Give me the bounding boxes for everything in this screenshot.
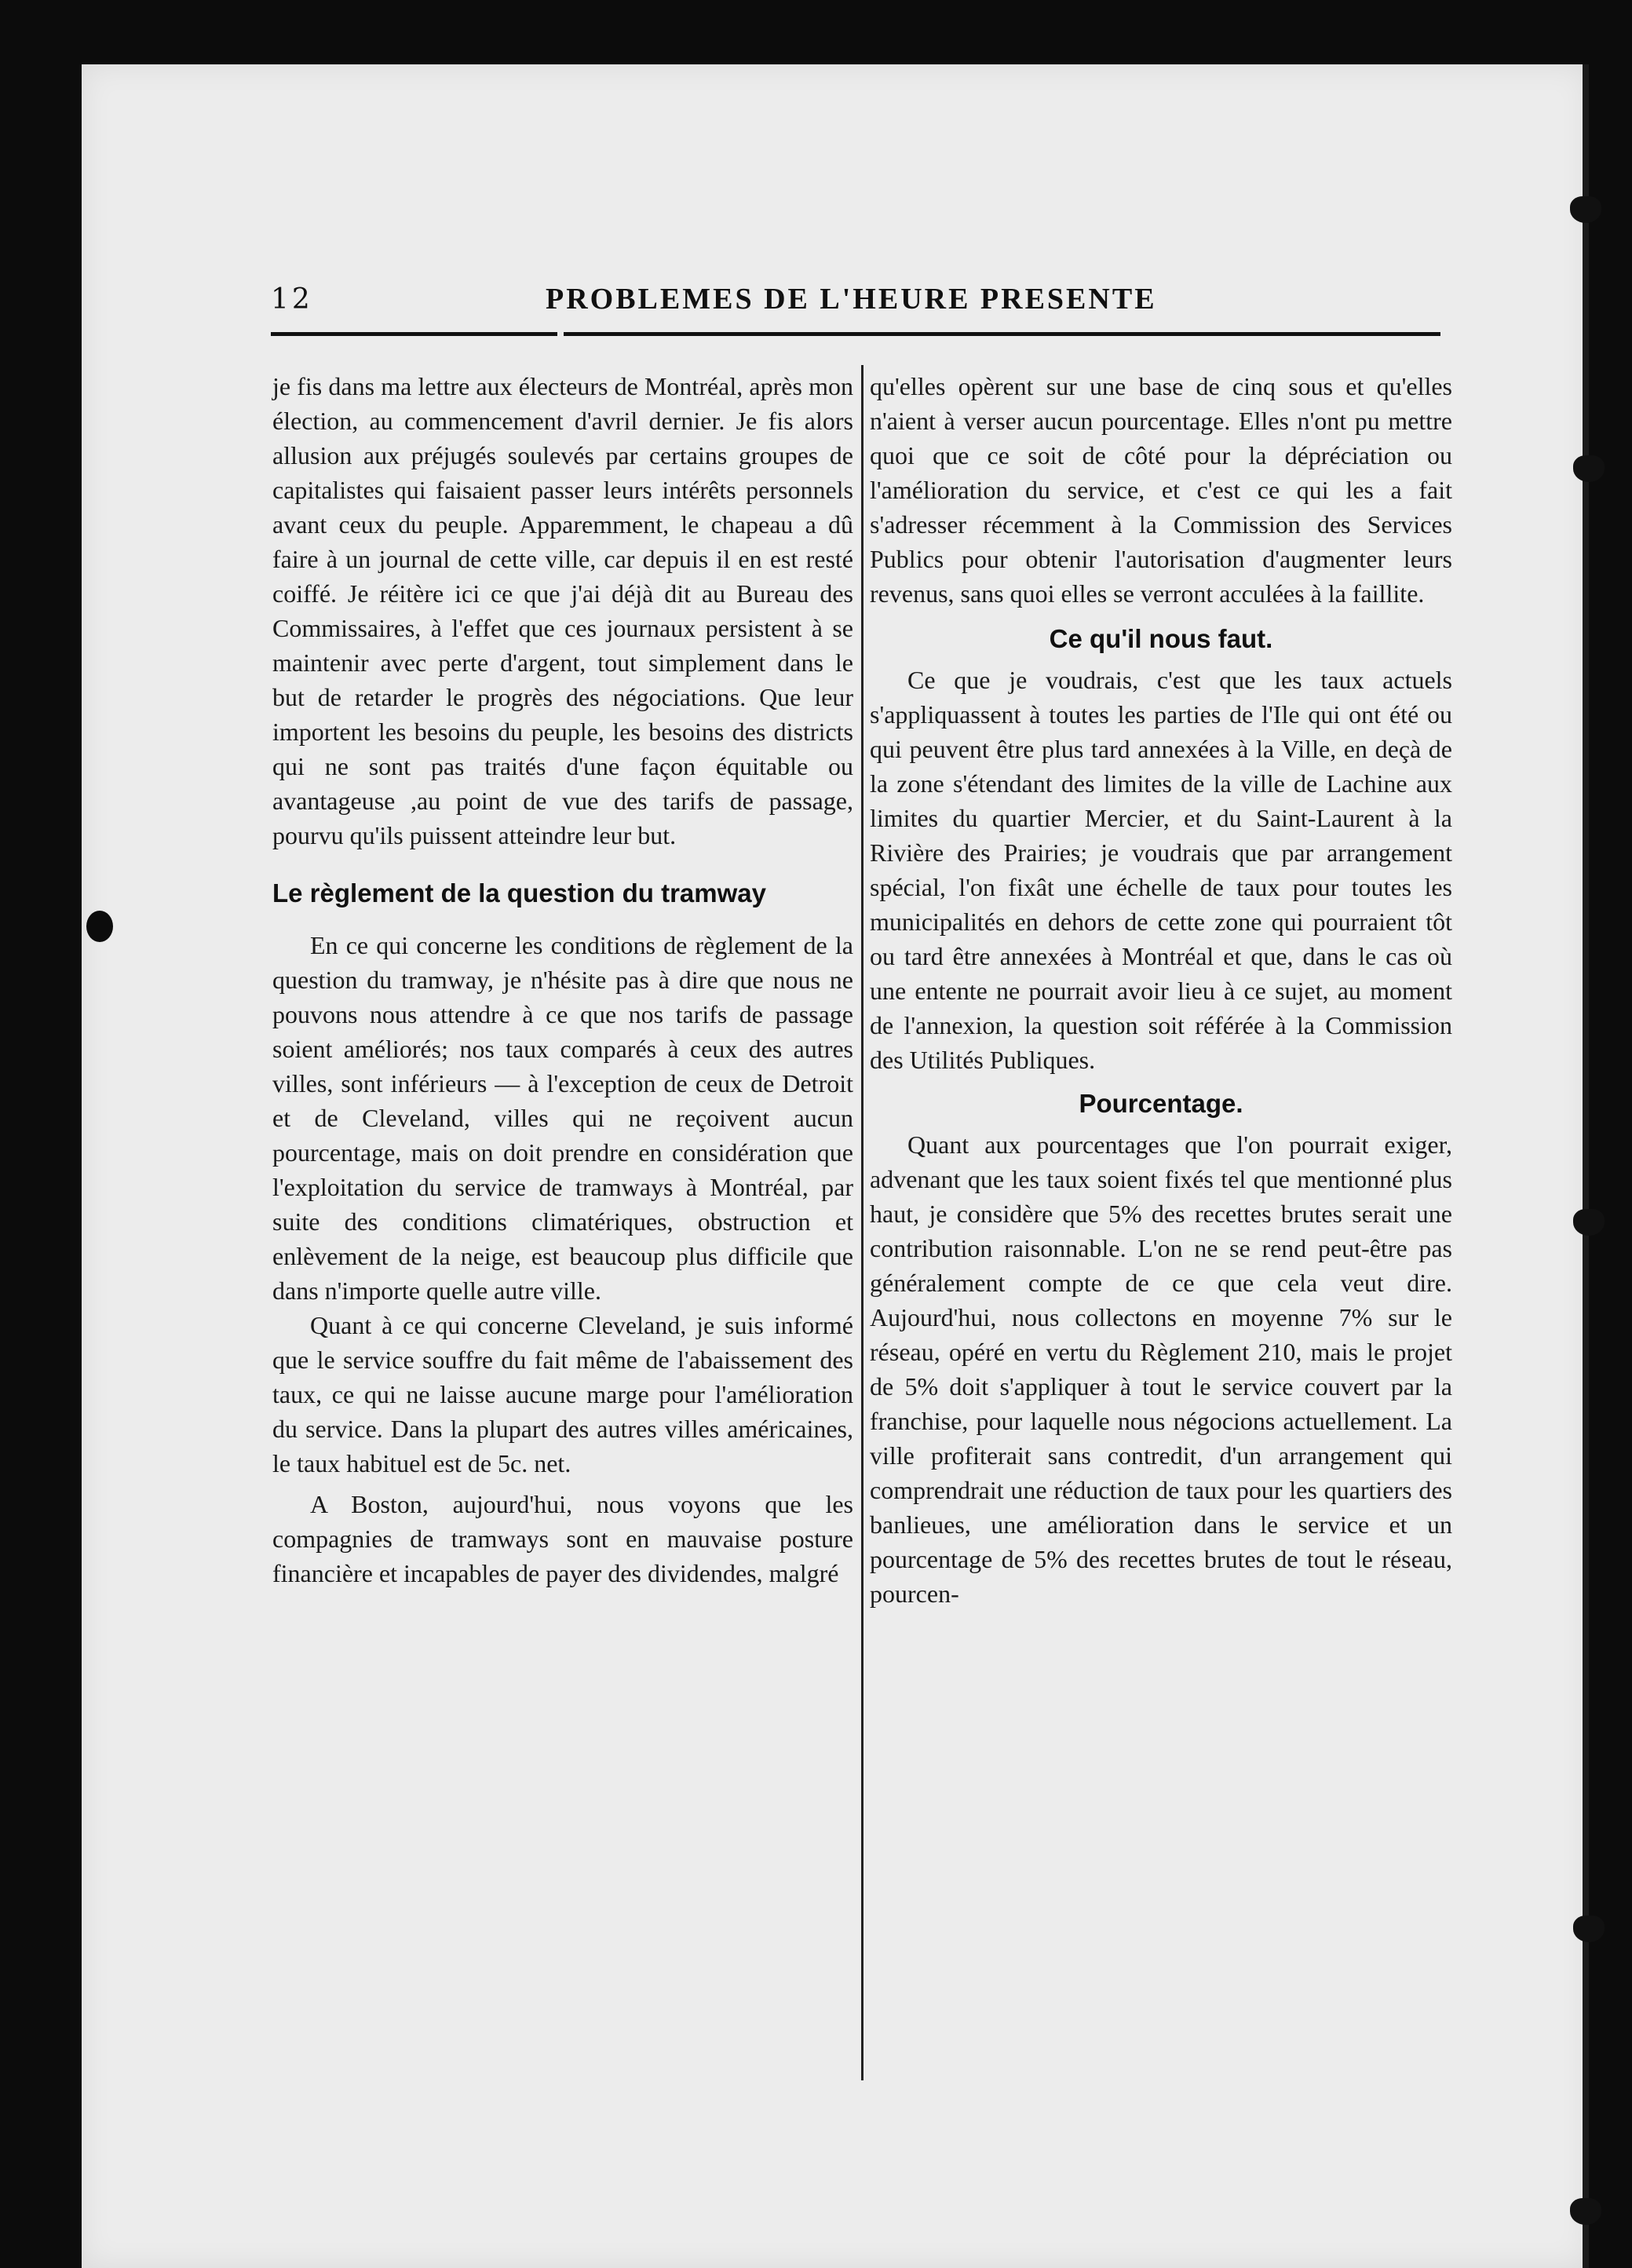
binding-clip-mark	[1573, 1916, 1605, 1942]
body-paragraph: Quant aux pourcentages que l'on pourrait exiger, advenant que les taux soient fixés tel que mentionné plus haut, je considère que 5% des recettes brutes serait une contribution raisonnable. L'on ne se rend peut-être pas généralement compte de ce que cela veut dire. Aujourd'hui, nous collectons en moyenne 7% sur le réseau, opéré en vertu du Règlement 210, mais le projet de 5% doit s'appliquer à tout le service couvert par la franchise, pour laquelle nous négocions actuellement. La ville profiterait sans contredit, d'un arrangement qui comprendrait une réduction de taux pour les quartiers des banlieues, une amélioration dans le service et un pourcentage de 5% des recettes brutes de tout le réseau, pourcen-	[870, 1130, 1452, 1608]
left-column	[272, 369, 853, 1591]
binding-clip-mark	[1573, 1209, 1605, 1236]
binding-clip-mark	[1570, 2198, 1601, 2225]
running-title: PROBLEMES DE L'HEURE PRESENTE	[546, 283, 1157, 316]
body-paragraph: Quant à ce qui concerne Cleveland, je suis informé que le service souffre du fait même de l'abaissement des taux, ce qui ne laisse aucune marge pour l'amélioration du service. Dans la plupart des autres villes américaines, le taux habituel est de 5c. net.	[272, 1311, 853, 1477]
punch-hole	[86, 911, 113, 942]
body-paragraph: je fis dans ma lettre aux électeurs de Montréal, après mon élection, au commencement d'avril dernier. Je fis alors allusion aux préjugés soulevés par certains groupes de capitalistes qui faisaient passer leurs intérêts personnels avant ceux du peuple. Apparemment, le chapeau a dû faire à un journal de cette ville, car depuis il en est resté coiffé. Je réitère ici ce que j'ai déjà dit au Bureau des Commissaires, à l'effet que ces journaux persistent à se maintenir avec perte d'argent, tout simplement dans le but de retarder le progrès des négociations. Que leur importent les besoins du peuple, les besoins des districts qui ne sont pas traités d'une façon équitable ou avantageuse ,au point de vue des tarifs de passage, pourvu qu'ils puissent atteindre leur but.	[272, 372, 853, 849]
binding-clip-mark	[1570, 196, 1601, 223]
header-rule-left	[271, 332, 557, 336]
right-column	[870, 369, 1452, 1611]
page-number: 12	[271, 283, 313, 316]
section-heading: Le règlement de la question du tramway	[272, 878, 766, 908]
page-header	[271, 279, 1440, 326]
section-heading: Pourcentage.	[1079, 1089, 1243, 1118]
body-paragraph: A Boston, aujourd'hui, nous voyons que les compagnies de tramways sont en mauvaise posture financière et incapables de payer des dividendes, malgré	[272, 1490, 853, 1587]
section-heading: Ce qu'il nous faut.	[1049, 624, 1273, 653]
column-divider	[861, 365, 863, 2080]
body-paragraph: En ce qui concerne les conditions de règlement de la question du tramway, je n'hésite pas à dire que nous ne pouvons nous attendre à ce que nos tarifs de passage soient améliorés; nos taux comparés à ceux des autres villes, sont inférieurs — à l'exception de ceux de Detroit et de Cleveland, villes qui ne reçoivent aucun pourcentage, mais on doit prendre en considération que l'exploitation du service de tramways à Montréal, par suite des conditions climatériques, obstruction et enlèvement de la neige, est beaucoup plus difficile que dans n'importe quelle autre ville.	[272, 931, 853, 1305]
body-paragraph: Ce que je voudrais, c'est que les taux actuels s'appliquassent à toutes les parties de l'Ile qui ont été ou qui peuvent être plus tard annexées à la Ville, en deçà de la zone s'étendant des limites de la ville de Lachine aux limites du quartier Mercier, et du Saint-Laurent à la Rivière des Prairies; je voudrais que par arrangement spécial, l'on fixât une échelle de taux pour toutes les municipalités en dehors de cette zone qui pourraient tôt ou tard être annexées à Montréal et que, dans le cas où une entente ne pourrait avoir lieu à ce sujet, au moment de l'annexion, la question soit référée à la Commission des Utilités Publiques.	[870, 666, 1452, 1074]
binding-clip-mark	[1573, 455, 1605, 482]
header-rule-right	[564, 332, 1440, 336]
body-paragraph: qu'elles opèrent sur une base de cinq sous et qu'elles n'aient à verser aucun pourcentage. Elles n'ont pu mettre quoi que ce soit de côté pour la dépréciation ou l'amélioration du service, et c'est ce qui les a fait s'adresser récemment à la Commission des Services Publics pour obtenir l'autorisation d'augmenter leurs revenus, sans quoi elles se verront acculées à la faillite.	[870, 372, 1452, 608]
